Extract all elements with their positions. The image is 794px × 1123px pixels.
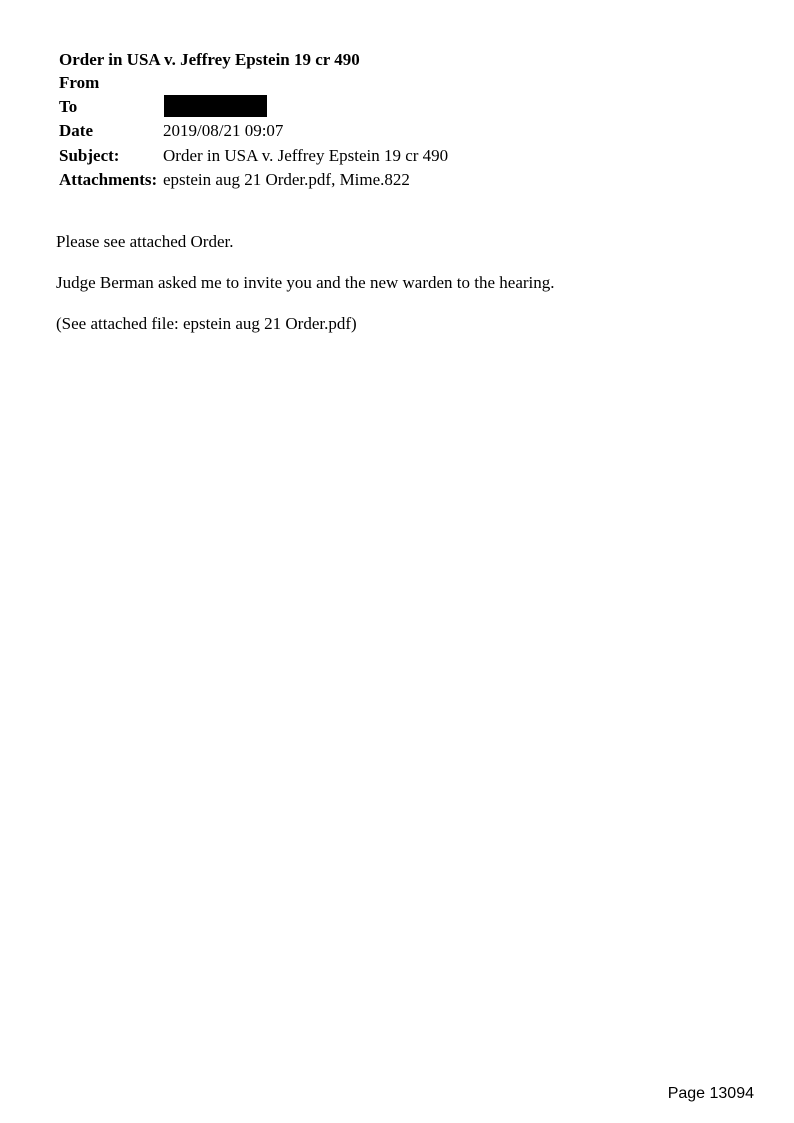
body-paragraph: (See attached file: epstein aug 21 Order.pdf) [56, 314, 357, 333]
subject-value: Order in USA v. Jeffrey Epstein 19 cr 490 [163, 146, 449, 165]
body-paragraph: Judge Berman asked me to invite you and the new warden to the hearing. [56, 273, 555, 292]
to-label: To [59, 97, 78, 116]
page-number: Page 13094 [667, 1085, 754, 1102]
body-paragraph: Please see attached Order. [56, 232, 234, 251]
date-value: 2019/08/21 09:07 [163, 121, 284, 140]
attachments-value: epstein aug 21 Order.pdf, Mime.822 [163, 170, 410, 189]
email-title: Order in USA v. Jeffrey Epstein 19 cr 490 [59, 50, 360, 69]
from-label: From [59, 73, 100, 92]
subject-label: Subject: [59, 146, 120, 165]
attachments-label: Attachments: [59, 170, 158, 189]
redaction-box [164, 95, 267, 117]
date-label: Date [59, 121, 93, 140]
